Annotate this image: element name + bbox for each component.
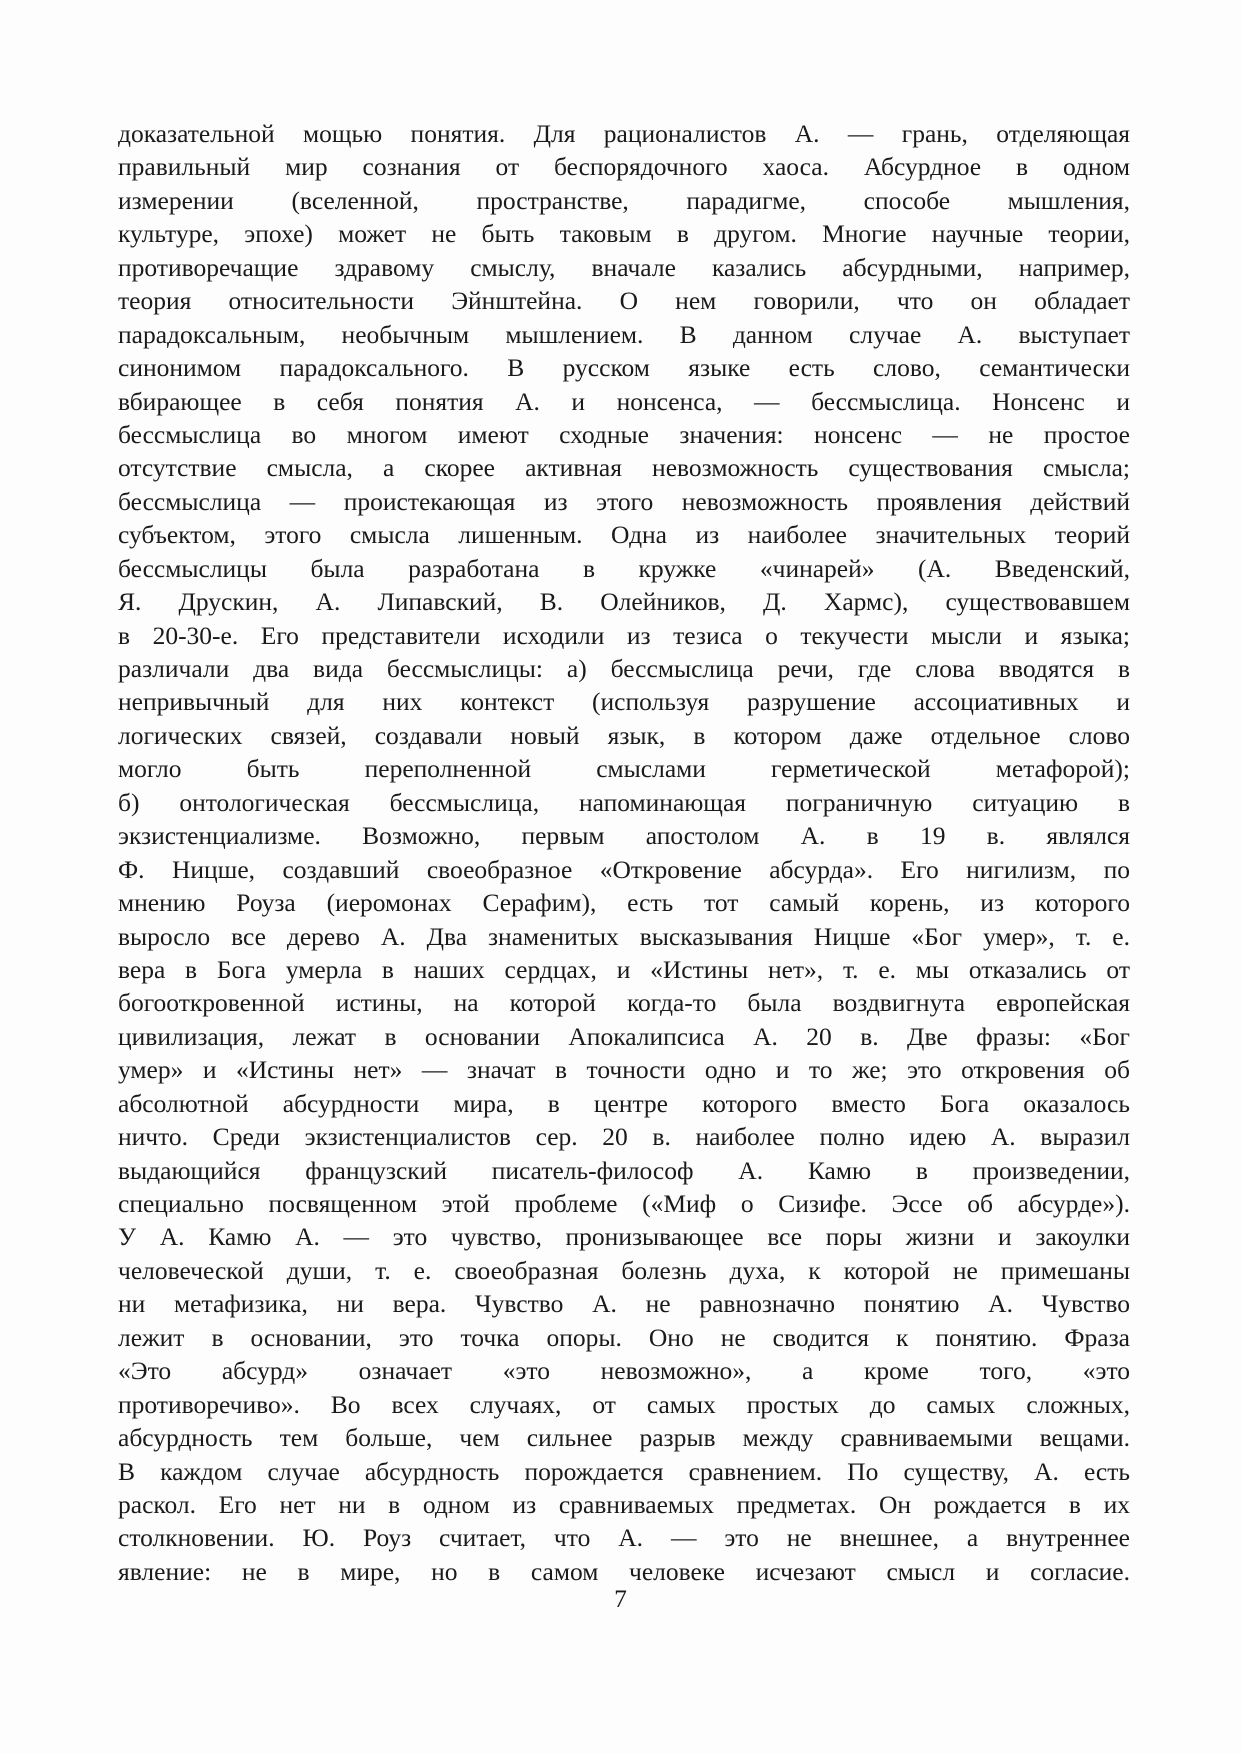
text-line: вбирающее в себя понятия А. и нонсенса, — бессмыслица. Нонсенс и xyxy=(118,386,1130,416)
page-number: 7 xyxy=(614,1584,627,1613)
text-line: измерении (вселенной, пространстве, парадигме, способе мышления, xyxy=(118,185,1130,215)
text-line: специально посвященном этой проблеме («Миф о Сизифе. Эссе об абсурде»). xyxy=(118,1189,1130,1218)
text-line: столкновении. Ю. Роуз считает, что А. — это не внешнее, а внутреннее xyxy=(118,1523,1130,1553)
text-line: правильный мир сознания от беспорядочного хаоса. Абсурдное в одном xyxy=(118,152,1130,182)
text-line: логических связей, создавали новый язык, в котором даже отдельное слово xyxy=(118,720,1130,750)
text-line: мнению Роуза (иеромонах Серафим), есть тот самый корень, из которого xyxy=(118,888,1130,918)
text-line: парадоксальным, необычным мышлением. В данном случае А. выступает xyxy=(118,319,1130,349)
text-line: богооткровенной истины, на которой когда-то была воздвигнута европейская xyxy=(118,988,1130,1018)
text-line: противоречиво». Во всех случаях, от самых простых до самых сложных, xyxy=(118,1389,1130,1419)
text-line: синонимом парадоксального. В русском языке есть слово, семантически xyxy=(118,353,1130,383)
text-line: б) онтологическая бессмыслица, напоминающая пограничную ситуацию в xyxy=(118,787,1130,817)
text-line: отсутствие смысла, а скорее активная невозможность существования смысла; xyxy=(118,453,1130,483)
text-line: доказательной мощью понятия. Для рационалистов А. — грань, отделяющая xyxy=(118,119,1130,148)
text-line: могло быть переполненной смыслами герметической метафорой); xyxy=(118,754,1130,784)
text-line: ни метафизика, ни вера. Чувство А. не равнозначно понятию А. Чувство xyxy=(118,1289,1130,1319)
text-line: «Это абсурд» означает «это невозможно», а кроме того, «это xyxy=(118,1356,1130,1386)
text-line: в 20-30-е. Его представители исходили из тезиса о текучести мысли и языка; xyxy=(118,620,1130,650)
text-line: теория относительности Эйнштейна. О нем говорили, что он обладает xyxy=(118,286,1130,316)
text-line: цивилизация, лежат в основании Апокалипсиса А. 20 в. Две фразы: «Бог xyxy=(118,1021,1130,1051)
text-line: У А. Камю А. — это чувство, пронизывающее все поры жизни и закоулки xyxy=(118,1222,1130,1252)
text-line: человеческой души, т. е. своеобразная болезнь духа, к которой не примешаны xyxy=(118,1255,1130,1285)
text-line: Ф. Ницше, создавший своеобразное «Откровение абсурда». Его нигилизм, по xyxy=(118,854,1130,884)
text-line: выдающийся французский писатель-философ А. Камю в произведении, xyxy=(118,1155,1130,1185)
text-line: ничто. Среди экзистенциалистов сер. 20 в. наиболее полно идею А. выразил xyxy=(118,1122,1130,1152)
text-line: Я. Друскин, А. Липавский, В. Олейников, Д. Хармс), существовавшем xyxy=(118,587,1130,617)
text-line: экзистенциализме. Возможно, первым апостолом А. в 19 в. являлся xyxy=(118,821,1130,851)
text-line: непривычный для них контекст (используя разрушение ассоциативных и xyxy=(118,687,1130,717)
text-line: противоречащие здравому смыслу, вначале казались абсурдными, например, xyxy=(118,252,1130,282)
text-line: явление: не в мире, но в самом человеке исчезают смысл и согласие. xyxy=(118,1556,1130,1586)
text-line: выросло все дерево А. Два знаменитых высказывания Ницше «Бог умер», т. е. xyxy=(118,921,1130,951)
text-line: культуре, эпохе) может не быть таковым в другом. Многие научные теории, xyxy=(118,219,1130,249)
text-line: различали два вида бессмыслицы: а) бессмыслица речи, где слова вводятся в xyxy=(118,654,1130,683)
text-line: умер» и «Истины нет» — значат в точности одно и то же; это откровения об xyxy=(118,1055,1130,1085)
text-line: вера в Бога умерла в наших сердцах, и «Истины нет», т. е. мы отказались от xyxy=(118,954,1130,984)
text-line: лежит в основании, это точка опоры. Оно не сводится к понятию. Фраза xyxy=(118,1322,1130,1352)
body-text xyxy=(118,117,1130,1588)
text-line: бессмыслица — проистекающая из этого невозможность проявления действий xyxy=(118,486,1130,516)
text-line: абсурдность тем больше, чем сильнее разрыв между сравниваемыми вещами. xyxy=(118,1423,1130,1453)
text-line: В каждом случае абсурдность порождается сравнением. По существу, А. есть xyxy=(118,1456,1130,1486)
text-line: субъектом, этого смысла лишенным. Одна из наиболее значительных теорий xyxy=(118,520,1130,550)
text-line: абсолютной абсурдности мира, в центре которого вместо Бога оказалось xyxy=(118,1088,1130,1118)
text-line: бессмыслицы была разработана в кружке «чинарей» (А. Введенский, xyxy=(118,553,1130,583)
text-line: раскол. Его нет ни в одном из сравниваемых предметах. Он рождается в их xyxy=(118,1489,1130,1519)
text-line: бессмыслица во многом имеют сходные значения: нонсенс — не простое xyxy=(118,419,1130,449)
